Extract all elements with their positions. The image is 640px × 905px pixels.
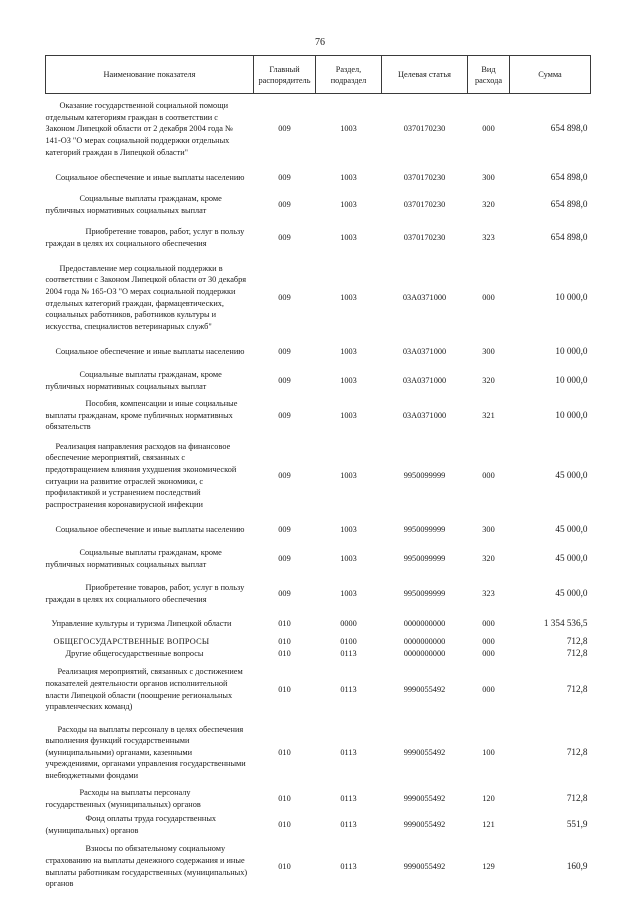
row-section: 1003 <box>340 554 357 564</box>
row-admin: 010 <box>278 684 291 694</box>
page-number: 76 <box>315 37 325 48</box>
row-name: Оказание государственной социальной помощи отдельным категориям граждан в соответствии с Законом Липецкой области от 2 декабря 2004 года № 141-ОЗ "О мерах социальной поддержки отдельных категорий граждан в Липецкой области" <box>45 101 233 157</box>
row-section: 1003 <box>340 173 357 183</box>
table-row <box>46 165 591 192</box>
row-sum: 712,8 <box>566 746 588 757</box>
row-admin: 009 <box>278 292 291 302</box>
row-type: 000 <box>482 124 495 134</box>
row-type: 321 <box>482 410 495 420</box>
row-name: Социальное обеспечение и иные выплаты населению <box>55 173 245 183</box>
row-article: 03А0371000 <box>402 347 447 357</box>
row-name: Реализация направления расходов на финансовое обеспечение мероприятий, связанных с предотвращением влияния ухудшения экономической ситуации на развитие отраслей экономики, с профилактикой и устранением последствий распространения коронавирусной инфекции <box>45 441 237 509</box>
row-admin: 010 <box>278 636 291 646</box>
row-type: 300 <box>482 347 495 357</box>
row-admin: 009 <box>278 376 291 386</box>
row-admin: 010 <box>278 619 291 629</box>
row-sum: 10 000,0 <box>555 409 588 420</box>
row-section: 0100 <box>340 636 357 646</box>
row-name: Социальное обеспечение и иные выплаты населению <box>55 347 245 357</box>
budget-table <box>45 55 591 895</box>
row-sum: 160,9 <box>566 860 588 871</box>
row-article: 03А0371000 <box>402 292 447 302</box>
row-type: 129 <box>482 861 495 871</box>
row-name: Расходы на выплаты персоналу государственных (муниципальных) органов <box>45 787 201 809</box>
row-name: Фонд оплаты труда государственных (муниципальных) органов <box>45 814 217 835</box>
table-row <box>46 257 591 339</box>
row-section: 0113 <box>340 747 357 757</box>
row-section: 0113 <box>340 648 357 658</box>
row-article: 0000000000 <box>403 619 446 629</box>
row-article: 9990055492 <box>403 820 446 830</box>
row-section: 0113 <box>340 684 357 694</box>
row-name: Реализация мероприятий, связанных с достижением показателей деятельности органов исполнительной власти Липецкой области (поощрение региональных управленческих команд) <box>45 667 243 712</box>
row-section: 1003 <box>340 292 357 302</box>
table-row <box>46 660 591 720</box>
row-type: 000 <box>482 636 495 646</box>
row-admin: 010 <box>278 820 291 830</box>
row-name: Социальные выплаты гражданам, кроме публичных нормативных социальных выплат <box>45 370 222 391</box>
row-article: 0000000000 <box>403 636 446 646</box>
row-type: 100 <box>482 747 495 757</box>
header-name: Наименование показателя <box>46 56 254 94</box>
row-section: 1003 <box>340 588 357 598</box>
row-type: 000 <box>482 619 495 629</box>
row-name: Управление культуры и туризма Липецкой области <box>51 619 232 629</box>
table-row <box>46 648 591 660</box>
row-sum: 10 000,0 <box>555 291 588 302</box>
row-admin: 010 <box>278 648 291 658</box>
row-section: 1003 <box>340 347 357 357</box>
row-type: 000 <box>482 684 495 694</box>
row-section: 1003 <box>340 376 357 386</box>
row-admin: 009 <box>278 173 291 183</box>
header-section: Раздел, подраздел <box>316 56 382 94</box>
table-row <box>46 94 591 165</box>
row-section: 1003 <box>340 525 357 535</box>
row-type: 320 <box>482 200 495 210</box>
header-article: Целевая статья <box>382 56 468 94</box>
row-name: Предоставление мер социальной поддержки в соответствии с Законом Липецкой области от 30 декабря 2004 года № 165-ОЗ "О мерах социальной поддержки отдельных категорий граждан, фармацевтических, социальных работников, работников культуры и искусства, специалистов ветеринарных служб" <box>45 263 247 331</box>
row-sum: 45 000,0 <box>555 587 588 598</box>
table-row <box>46 786 591 812</box>
row-section: 0113 <box>340 861 357 871</box>
row-section: 1003 <box>340 124 357 134</box>
table-row <box>46 192 591 219</box>
row-admin: 009 <box>278 347 291 357</box>
row-section: 0000 <box>340 619 357 629</box>
header-type: Вид расхода <box>468 56 510 94</box>
row-admin: 009 <box>278 232 291 242</box>
row-sum: 551,9 <box>566 819 588 830</box>
row-article: 9990055492 <box>403 747 446 757</box>
row-article: 0370170230 <box>403 124 446 134</box>
row-sum: 712,8 <box>566 635 588 646</box>
row-section: 0113 <box>340 793 357 803</box>
row-sum: 10 000,0 <box>555 346 588 357</box>
table-row <box>46 339 591 366</box>
row-article: 9990055492 <box>403 861 446 871</box>
row-article: 03А0371000 <box>402 376 447 386</box>
row-admin: 009 <box>278 554 291 564</box>
table-header-row <box>46 56 591 94</box>
row-admin: 010 <box>278 861 291 871</box>
row-section: 1003 <box>340 232 357 242</box>
table-row <box>46 435 591 517</box>
table-row <box>46 613 591 636</box>
row-sum: 45 000,0 <box>555 524 588 535</box>
row-name: Приобретение товаров, работ, услуг в пользу граждан в целях их социального обеспечения <box>45 582 245 604</box>
row-type: 320 <box>482 376 495 386</box>
row-admin: 009 <box>278 525 291 535</box>
row-type: 000 <box>482 648 495 658</box>
row-article: 9950099999 <box>403 554 446 564</box>
row-article: 03А0371000 <box>402 410 447 420</box>
row-article: 9950099999 <box>403 588 446 598</box>
row-name: ОБЩЕГОСУДАРСТВЕННЫЕ ВОПРОСЫ <box>53 636 210 646</box>
row-admin: 009 <box>278 410 291 420</box>
row-admin: 010 <box>278 793 291 803</box>
row-type: 323 <box>482 588 495 598</box>
row-name: Другие общегосударственные вопросы <box>65 648 204 658</box>
row-section: 0113 <box>340 820 357 830</box>
row-admin: 009 <box>278 200 291 210</box>
row-sum: 654 898,0 <box>550 123 588 134</box>
row-sum: 712,8 <box>566 647 588 658</box>
row-name: Социальное обеспечение и иные выплаты населению <box>55 525 245 535</box>
table-row <box>46 636 591 648</box>
row-type: 300 <box>482 173 495 183</box>
row-sum: 45 000,0 <box>555 553 588 564</box>
header-sum: Сумма <box>510 56 591 94</box>
row-sum: 654 898,0 <box>550 199 588 210</box>
row-article: 0370170230 <box>403 232 446 242</box>
row-sum: 1 354 536,5 <box>543 618 588 629</box>
row-sum: 45 000,0 <box>555 469 588 480</box>
row-admin: 009 <box>278 470 291 480</box>
table-row <box>46 839 591 895</box>
row-name: Социальные выплаты гражданам, кроме публичных нормативных социальных выплат <box>45 194 222 215</box>
table-row <box>46 720 591 786</box>
row-type: 320 <box>482 554 495 564</box>
table-row <box>46 517 591 544</box>
table-row <box>46 397 591 435</box>
row-type: 000 <box>482 292 495 302</box>
row-article: 9950099999 <box>403 470 446 480</box>
row-name: Социальные выплаты гражданам, кроме публичных нормативных социальных выплат <box>45 548 222 569</box>
row-type: 300 <box>482 525 495 535</box>
row-type: 120 <box>482 793 495 803</box>
row-sum: 654 898,0 <box>550 172 588 183</box>
row-type: 121 <box>482 820 495 830</box>
row-sum: 712,8 <box>566 792 588 803</box>
table-row <box>46 575 591 613</box>
row-section: 1003 <box>340 470 357 480</box>
row-type: 323 <box>482 232 495 242</box>
row-article: 9990055492 <box>403 793 446 803</box>
row-article: 0370170230 <box>403 200 446 210</box>
table-row <box>46 544 591 575</box>
row-section: 1003 <box>340 410 357 420</box>
row-sum: 712,8 <box>566 683 588 694</box>
row-article: 0000000000 <box>403 648 446 658</box>
row-name: Приобретение товаров, работ, услуг в пользу граждан в целях их социального обеспечения <box>45 226 245 248</box>
table-row <box>46 219 591 257</box>
row-admin: 010 <box>278 747 291 757</box>
row-sum: 10 000,0 <box>555 375 588 386</box>
row-article: 9950099999 <box>403 525 446 535</box>
row-admin: 009 <box>278 124 291 134</box>
row-name: Пособия, компенсации и иные социальные выплаты гражданам, кроме публичных нормативных обязательств <box>45 399 238 432</box>
row-sum: 654 898,0 <box>550 231 588 242</box>
row-admin: 009 <box>278 588 291 598</box>
row-section: 1003 <box>340 200 357 210</box>
row-article: 9990055492 <box>403 684 446 694</box>
row-name: Расходы на выплаты персоналу в целях обеспечения выполнения функций государственными (муниципальными) органами, казенными учреждениями, органами управления государственными внебюджетными фондами <box>45 724 246 780</box>
row-type: 000 <box>482 470 495 480</box>
table-row <box>46 812 591 839</box>
table-row <box>46 366 591 397</box>
row-name: Взносы по обязательному социальному страхованию на выплаты денежного содержания и иные выплаты работникам государственных (муниципальных) органов <box>45 844 248 889</box>
row-article: 0370170230 <box>403 173 446 183</box>
header-admin: Главный распорядитель <box>254 56 316 94</box>
